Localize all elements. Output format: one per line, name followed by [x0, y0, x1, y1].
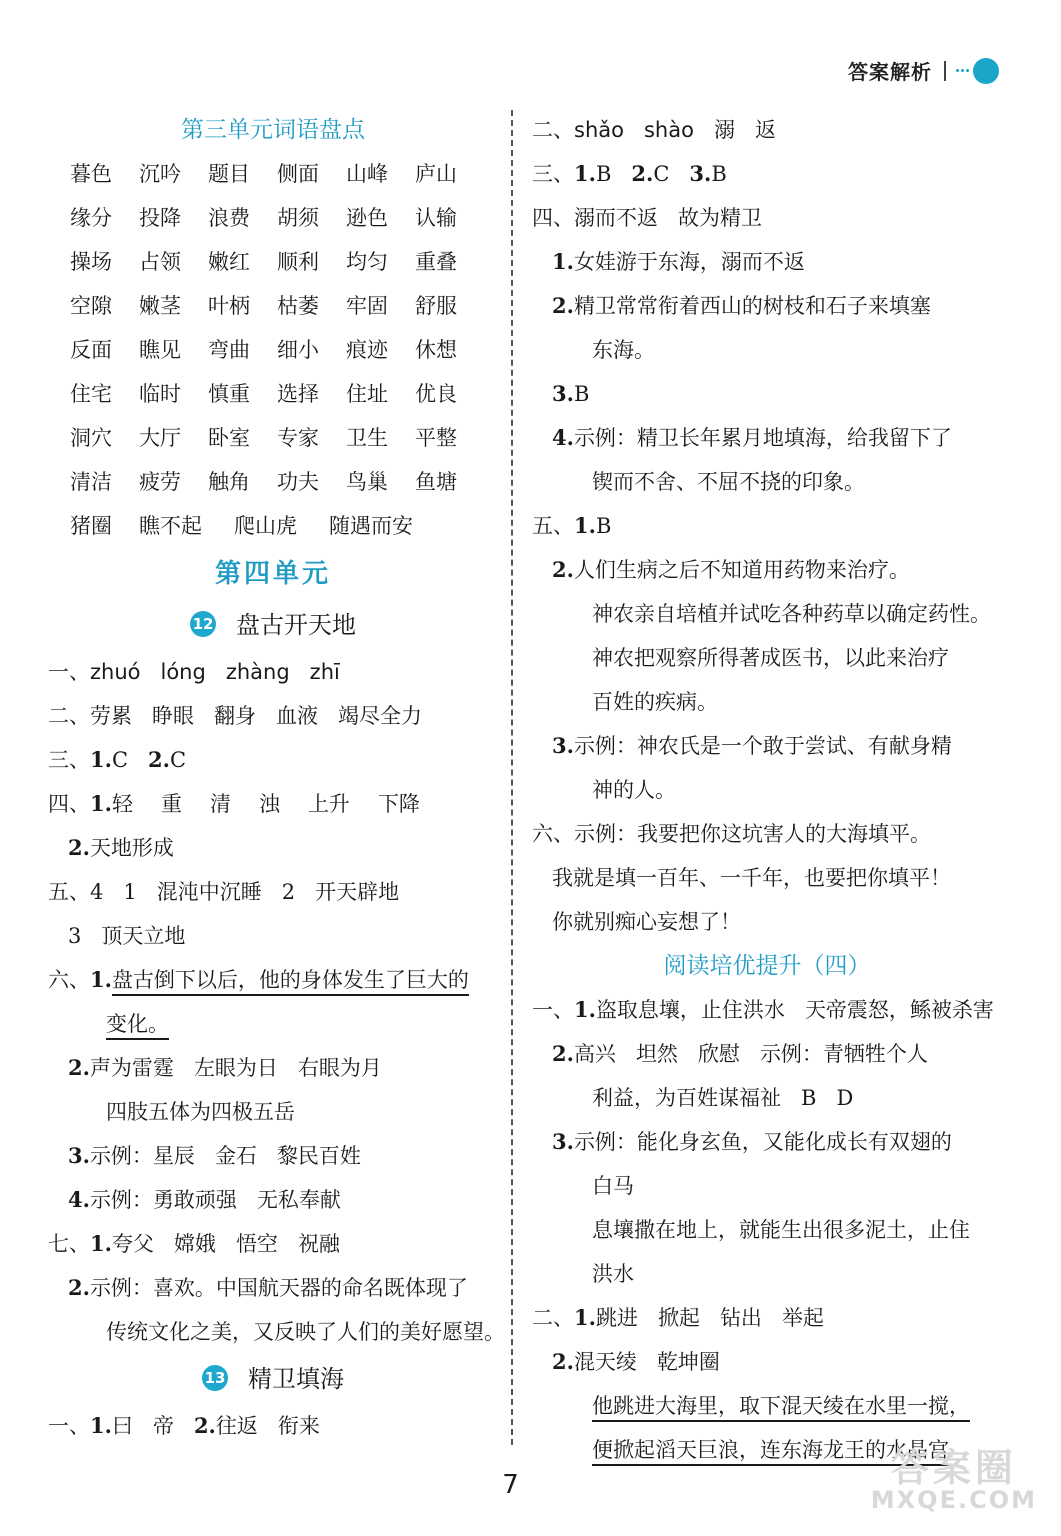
answer: 天帝震怒，鲧被杀害: [804, 998, 994, 1022]
answer-line: [532, 724, 1002, 768]
underlined-answer: 他跳进大海里，取下混天绫在水里一搅，: [592, 1394, 970, 1422]
vocab-word: 认输: [415, 206, 457, 230]
sub-number: 1.: [90, 967, 112, 992]
answer-line: [48, 870, 498, 914]
answer: 劳累: [90, 704, 132, 728]
answer: 夸父: [111, 1232, 154, 1256]
answer-line: [48, 914, 498, 958]
page-header: [848, 56, 999, 85]
answer: 竭尽全力: [338, 704, 422, 728]
q-label: 四、: [48, 792, 90, 816]
answer: C: [653, 162, 670, 186]
answer: 混天绫: [573, 1350, 637, 1374]
sub-number: 1.: [90, 791, 112, 816]
answer: 溺: [713, 118, 735, 142]
answer-line: [48, 694, 498, 738]
answer: 开天辟地: [315, 880, 400, 904]
vocab-word: 题目: [208, 162, 250, 186]
vocab-word: 功夫: [277, 470, 319, 494]
underlined-answer: 变化。: [106, 1012, 169, 1040]
answer: 高兴: [573, 1042, 616, 1066]
vocab-row: [48, 416, 498, 460]
answer-line: [532, 988, 1002, 1032]
answer: 示例：: [89, 1144, 153, 1168]
answer-line: [532, 592, 1002, 636]
vocab-row: [48, 372, 498, 416]
vocab-word: 痕迹: [346, 338, 388, 362]
answer: 右眼为月: [297, 1056, 382, 1080]
q-label: 六、: [532, 822, 574, 846]
answer-line: [532, 1032, 1002, 1076]
answer-line: [532, 1076, 1002, 1120]
answer-line: [48, 650, 498, 694]
vocab-word: 住址: [346, 382, 388, 406]
sub-number: 1.: [90, 1231, 112, 1256]
sub-number: 1.: [574, 161, 596, 186]
answer: 神农亲自培植并试吃各种药草以确定药性。: [592, 602, 991, 626]
vocab-word: 大厅: [139, 426, 181, 450]
vocab-word: 洞穴: [70, 426, 112, 450]
q-label: 五、: [532, 514, 574, 538]
answer-line: [48, 826, 498, 870]
answer: 示例：精卫长年累月地填海，给我留下了: [573, 426, 952, 450]
q-label: 二、: [532, 1306, 574, 1330]
answer: 洪水: [592, 1262, 634, 1286]
answer: 示例：喜欢。中国航天器的命名既体现了: [89, 1276, 468, 1300]
vocab-row: [48, 504, 498, 548]
answer: 曰: [111, 1414, 133, 1438]
answer: 东海。: [592, 338, 655, 362]
answer: B: [595, 514, 612, 538]
answer: 嫦娥: [173, 1232, 216, 1256]
answer-line: [532, 328, 1002, 372]
sub-number: 1.: [574, 997, 596, 1022]
vocab-word: 选择: [277, 382, 319, 406]
answer: C: [169, 748, 187, 772]
answer: 黎民百姓: [276, 1144, 361, 1168]
vocab-word: 优良: [415, 382, 457, 406]
answer: 示例：我要把你这坑害人的大海填平。: [574, 822, 931, 846]
answer: 人们生病之后不知道用药物来治疗。: [573, 558, 910, 582]
answer: 天地形成: [89, 836, 174, 860]
pinyin: shǎo: [574, 118, 624, 142]
header-dots-icon: [956, 69, 971, 72]
sub-number: 4.: [552, 425, 574, 450]
left-column: [48, 108, 505, 1448]
answer: 睁眼: [152, 704, 194, 728]
vocab-word: 侧面: [277, 162, 319, 186]
vocab-word: 重叠: [415, 250, 457, 274]
vocab-word: 空隙: [70, 294, 112, 318]
answer-line: [532, 1340, 1002, 1384]
vocab-word: 沉吟: [139, 162, 181, 186]
sub-number: 3.: [552, 1129, 574, 1154]
answer: 翻身: [214, 704, 256, 728]
answer: 神的人。: [592, 778, 676, 802]
header-divider: [944, 61, 946, 81]
watermark-url: MXQE.COM: [870, 1486, 1037, 1514]
vocab-row: [48, 284, 498, 328]
lesson-number-badge: 12: [190, 611, 216, 637]
q-label: 一、: [48, 1414, 90, 1438]
lesson-number-badge: 13: [202, 1365, 228, 1391]
answer: 2: [281, 880, 296, 904]
answer: 传统文化之美，又反映了人们的美好愿望。: [106, 1320, 505, 1344]
sub-number: 1.: [90, 1413, 112, 1438]
vocab-word: 顺利: [277, 250, 319, 274]
answer: 下降: [377, 792, 420, 816]
answer: 混沌中沉睡: [156, 880, 262, 904]
sub-number: 3.: [552, 381, 574, 406]
answer-line: [532, 196, 1002, 240]
vocab-row: [48, 240, 498, 284]
q-label: 三、: [48, 748, 90, 772]
answer-line: [532, 240, 1002, 284]
sub-number: 3.: [552, 733, 574, 758]
answer: 清: [209, 792, 231, 816]
answer: 示例：能化身玄鱼，又能化成长有双翅的: [573, 1130, 952, 1154]
answer: 血液: [276, 704, 318, 728]
answer: 我就是填一百年、一千年，也要把你填平！: [552, 866, 951, 890]
lesson-title-text: 盘古开天地: [236, 611, 356, 639]
sub-number: 3.: [68, 1143, 90, 1168]
lesson-12-title: [48, 600, 498, 650]
answer: 祝融: [297, 1232, 340, 1256]
vocab-word: 均匀: [346, 250, 388, 274]
answer: 帝: [152, 1414, 174, 1438]
answer: 息壤撒在地上，就能生出很多泥土，止住: [592, 1218, 970, 1242]
answer: 重: [160, 792, 182, 816]
answer: 勇敢顽强: [152, 1188, 237, 1212]
answer: B: [711, 162, 727, 186]
vocab-word: 鱼塘: [415, 470, 457, 494]
vocab-word: 牢固: [346, 294, 388, 318]
sub-number: 1.: [574, 1305, 596, 1330]
answer: 白马: [592, 1174, 634, 1198]
watermark-logo-text: 答案圈: [890, 1446, 1017, 1490]
vocab-word: 缘分: [70, 206, 112, 230]
answer: 悟空: [235, 1232, 278, 1256]
sub-number: 3.: [689, 161, 712, 186]
answer: 坦然: [635, 1042, 678, 1066]
sub-number: 2.: [148, 747, 170, 772]
pinyin: zhàng: [225, 660, 290, 684]
sub-number: 2.: [552, 293, 574, 318]
answer: 示例：青牺牲个人: [759, 1042, 928, 1066]
answer-line: [532, 504, 1002, 548]
vocab-word: 山峰: [346, 162, 388, 186]
header-label: 答案解析: [848, 60, 932, 84]
header-circle-icon: [973, 58, 999, 84]
q-label: 四、: [532, 206, 574, 230]
q-label: 一、: [532, 998, 574, 1022]
answer-line: [48, 1310, 505, 1354]
vocab-word: 嫩茎: [139, 294, 181, 318]
answer: 故为精卫: [678, 206, 762, 230]
answer-line: [48, 1090, 498, 1134]
answer: 顶天立地: [101, 924, 186, 948]
sub-number: 2.: [68, 1275, 90, 1300]
pinyin: lóng: [160, 660, 206, 684]
answer-line: [532, 1120, 1002, 1164]
sub-number: 2.: [68, 1055, 90, 1080]
underlined-answer: 盘古倒下以后，他的身体发生了巨大的: [112, 968, 469, 996]
answer: 钻出: [719, 1306, 762, 1330]
vocab-word: 卫生: [346, 426, 388, 450]
vocab-word: 瞧不起: [139, 514, 202, 538]
vocab-row: [48, 196, 498, 240]
answer: 示例：神农氏是一个敢于尝试、有献身精: [573, 734, 952, 758]
answer: 1: [123, 880, 137, 904]
answer-line: [532, 1208, 1002, 1252]
vocab-word: 操场: [70, 250, 112, 274]
q-label: 七、: [48, 1232, 90, 1256]
vocab-word: 暮色: [70, 162, 112, 186]
vocab-word: 细小: [277, 338, 319, 362]
answer: 衔来: [277, 1414, 320, 1438]
q-label: 三、: [532, 162, 574, 186]
answer-line: [48, 1178, 498, 1222]
answer-line: [532, 372, 1002, 416]
sub-number: 2.: [631, 161, 654, 186]
answer: 欣慰: [697, 1042, 740, 1066]
vocab-word: 逊色: [346, 206, 388, 230]
answer: B: [595, 162, 612, 186]
vocab-word: 瞧见: [139, 338, 181, 362]
answer: 盗取息壤，止住洪水: [595, 998, 785, 1022]
answer-line: [532, 152, 1002, 196]
vocab-word: 住宅: [70, 382, 112, 406]
answer-line: [532, 812, 1002, 856]
vocab-word: 舒服: [415, 294, 457, 318]
answer-line: [48, 1002, 498, 1046]
answer: 百姓的疾病。: [592, 690, 718, 714]
vocab-title: 第三单元词语盘点: [181, 117, 365, 143]
answer: 金石: [214, 1144, 257, 1168]
answer: 神农把观察所得著成医书，以此来治疗: [592, 646, 949, 670]
answer: 上升: [307, 792, 350, 816]
vocab-word: 投降: [139, 206, 181, 230]
answer-line: [532, 680, 1002, 724]
answer: 浊: [258, 792, 280, 816]
vocab-word: 叶柄: [208, 294, 250, 318]
answer-line: [48, 782, 498, 826]
answer-line: [532, 636, 1002, 680]
sub-number: 2.: [193, 1413, 216, 1438]
answer-line: [48, 1266, 498, 1310]
vocab-row: [48, 460, 498, 504]
vocab-word: 专家: [277, 426, 319, 450]
vocab-word: 休想: [415, 338, 457, 362]
answer: 示例：: [89, 1188, 153, 1212]
vocab-word: 慎重: [208, 382, 250, 406]
lesson-title-text: 精卫填海: [248, 1365, 344, 1393]
answer: D: [836, 1086, 854, 1110]
answer-line: [532, 1252, 1002, 1296]
vocab-word: 胡须: [277, 206, 319, 230]
answer-line: [532, 900, 1002, 944]
answer: 4: [90, 880, 104, 904]
answer: 掀起: [657, 1306, 700, 1330]
answer: 举起: [781, 1306, 824, 1330]
answer: 溺而不返: [574, 206, 658, 230]
vocab-word: 卧室: [208, 426, 250, 450]
answer: B: [801, 1086, 817, 1110]
answer: 利益，为百姓谋福祉: [592, 1086, 781, 1110]
vocab-list: [48, 152, 498, 548]
answer: 精卫常常衔着西山的树枝和石子来填塞: [573, 294, 931, 318]
q-label: 二、: [532, 118, 574, 142]
answer: 声为雷霆: [89, 1056, 174, 1080]
column-divider: [511, 110, 513, 1445]
answer-line: [48, 1134, 498, 1178]
answer-line: [532, 1164, 1002, 1208]
answer: 星辰: [152, 1144, 195, 1168]
answer-line: [532, 460, 1002, 504]
answer: 左眼为日: [193, 1056, 278, 1080]
vocab-word: 随遇而安: [329, 514, 413, 538]
answer: 3: [68, 924, 82, 948]
vocab-row: [48, 328, 498, 372]
lesson-13-title: [48, 1354, 498, 1404]
answer: 女娃游于东海，溺而不返: [573, 250, 805, 274]
sub-number: 2.: [552, 1041, 574, 1066]
vocab-word: 反面: [70, 338, 112, 362]
answer: B: [573, 382, 590, 406]
answer-line: [48, 1222, 498, 1266]
answer: 乾坤圈: [656, 1350, 720, 1374]
answer-line: [532, 416, 1002, 460]
answer: 四肢五体为四极五岳: [106, 1100, 295, 1124]
vocab-word: 清洁: [70, 470, 112, 494]
answer: 你就别痴心妄想了！: [552, 910, 741, 934]
vocab-word: 弯曲: [208, 338, 250, 362]
answer: 返: [754, 118, 776, 142]
vocab-word: 枯萎: [277, 294, 319, 318]
vocab-word: 猪圈: [70, 514, 112, 538]
vocab-row: [48, 152, 498, 196]
pinyin: zhuó: [90, 660, 141, 684]
vocab-word: 平整: [415, 426, 457, 450]
sub-number: 2.: [552, 557, 574, 582]
sub-number: 4.: [68, 1187, 90, 1212]
reading-title: 阅读培优提升（四）: [663, 953, 871, 979]
sub-number: 1.: [90, 747, 112, 772]
vocab-word: 浪费: [208, 206, 250, 230]
answer-line: [48, 738, 498, 782]
watermark: [871, 1437, 1037, 1514]
answer: C: [111, 748, 129, 772]
vocab-word: 嫩红: [208, 250, 250, 274]
answer-line: [48, 1046, 498, 1090]
answer-line: [532, 1296, 1002, 1340]
answer: 锲而不舍、不屈不挠的印象。: [592, 470, 865, 494]
answer-line: [48, 1404, 498, 1448]
right-column: [532, 108, 1002, 1472]
sub-number: 1.: [552, 249, 574, 274]
q-label: 二、: [48, 704, 90, 728]
answer-line: [532, 548, 1002, 592]
vocab-word: 爬山虎: [234, 514, 297, 538]
answer: 无私奉献: [256, 1188, 341, 1212]
vocab-word: 触角: [208, 470, 250, 494]
underlined-answer: 便掀起滔天巨浪，连东海龙王的水晶宫: [592, 1438, 949, 1466]
answer-line: [532, 856, 1002, 900]
answer-line: [532, 1384, 1002, 1428]
answer-line: [532, 768, 1002, 812]
vocab-word: 占领: [139, 250, 181, 274]
q-label: 一、: [48, 660, 90, 684]
unit-title: 第四单元: [214, 559, 331, 589]
sub-number: 2.: [68, 835, 90, 860]
vocab-word: 临时: [139, 382, 181, 406]
vocab-word: 鸟巢: [346, 470, 388, 494]
page-number: 7: [502, 1470, 519, 1500]
sub-number: 2.: [552, 1349, 574, 1374]
answer-line: [532, 108, 1002, 152]
vocab-word: 庐山: [415, 162, 457, 186]
sub-number: 1.: [574, 513, 596, 538]
answer-line: [532, 284, 1002, 328]
pinyin: zhī: [309, 660, 340, 684]
pinyin: shào: [643, 118, 694, 142]
q-label: 六、: [48, 968, 90, 992]
answer-line: [48, 958, 498, 1002]
q-label: 五、: [48, 880, 90, 904]
vocab-word: 疲劳: [139, 470, 181, 494]
answer: 跳进: [595, 1306, 638, 1330]
answer: 轻: [111, 792, 133, 816]
answer: 往返: [215, 1414, 258, 1438]
